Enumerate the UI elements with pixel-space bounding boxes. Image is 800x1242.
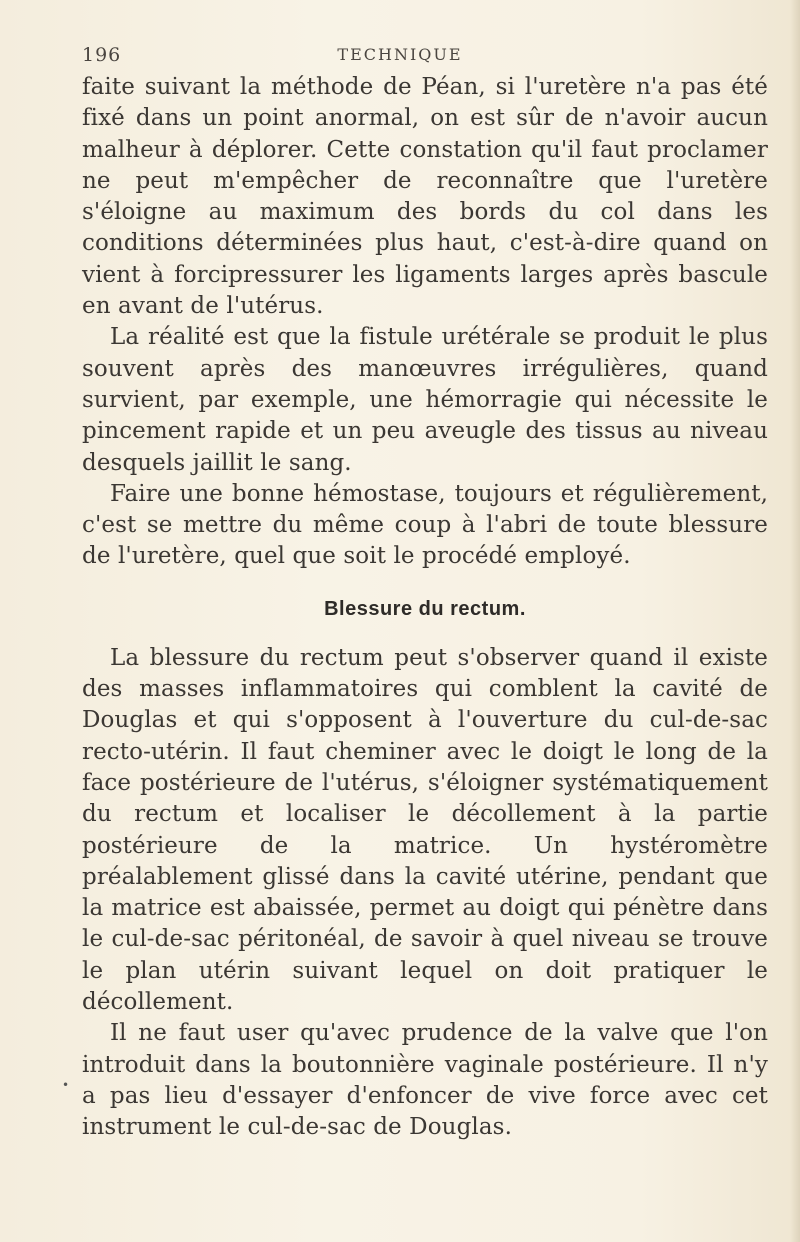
paragraph-hemostase: Faire une bonne hémostase, toujours et régulièrement, c'est se mettre du même coup à l'abri de toute blessure de l'uretère, quel que soit le procédé employé. bbox=[82, 480, 768, 570]
body-text bbox=[82, 72, 768, 1144]
paragraph-valve: Il ne faut user qu'avec prudence de la valve que l'on introduit dans la boutonnière vaginale postérieure. Il n'y a pas lieu d'essayer d'enfoncer de vive force avec cet instrument le cul-de-sac de Douglas. bbox=[82, 1020, 768, 1141]
paragraph-rectum: La blessure du rectum peut s'observer quand il existe des masses inflammatoires qui comblent la cavité de Douglas et qui s'opposent à l'ouverture du cul-de-sac recto-utérin. Il faut cheminer avec le doigt le long de la face postérieure de l'utérus, s'éloigner systématiquement du rectum et localiser le décollement à la partie postérieure de la matrice. Un hystéromètre préalablement glissé dans la cavité utérine, pendant que la matrice est abaissée, permet au doigt qui pénètre dans le cul-de-sac péritonéal, de savoir à quel niveau se trouve le plan utérin suivant lequel on doit pratiquer le décollement. bbox=[82, 644, 768, 1016]
page-edge-shadow bbox=[790, 0, 800, 1242]
margin-mark: • bbox=[62, 1078, 70, 1092]
running-title: TECHNIQUE bbox=[337, 45, 463, 64]
paragraph-fistule: La réalité est que la fistule urétérale se produit le plus souvent après des manœuvres irrégulières, quand survient, par exemple, une hémorragie qui nécessite le pincement rapide et un peu aveugle des tissus au niveau desquels jaillit le sang. bbox=[82, 324, 768, 476]
page-header bbox=[82, 44, 718, 74]
page-number: 196 bbox=[82, 44, 122, 66]
section-heading: Blessure du rectum. bbox=[324, 597, 526, 620]
paragraph-continued: faite suivant la méthode de Péan, si l'uretère n'a pas été fixé dans un point anormal, on est sûr de n'avoir aucun malheur à déplorer. Cette constation qu'il faut proclamer ne peut m'empêcher de reconnaître que l'uretère s'éloigne au maximum des bords du col dans les conditions déterminées plus haut, c'est-à-dire quand on vient à forcipressurer les ligaments larges après bascule en avant de l'utérus. bbox=[82, 74, 768, 320]
